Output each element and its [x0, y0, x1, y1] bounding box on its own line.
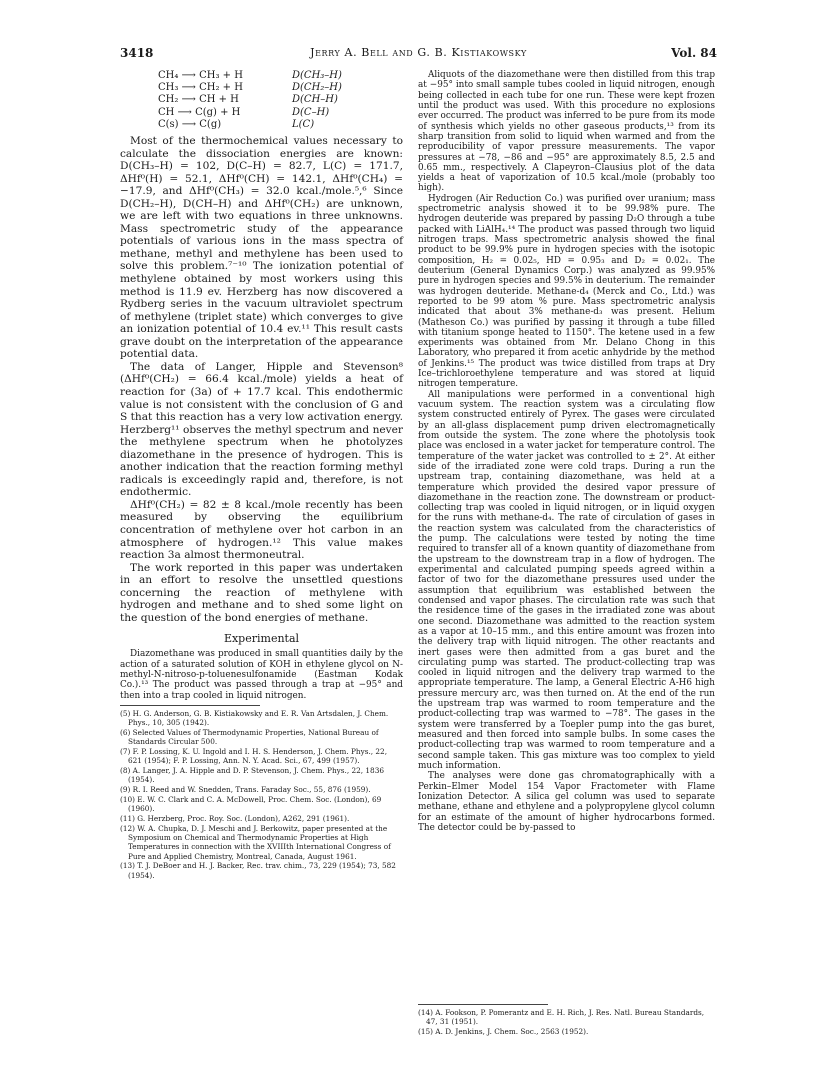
reaction-symbol: L(C)	[292, 118, 315, 130]
reaction-equation: CH₄ ⟶ CH₃ + H	[158, 70, 243, 81]
page-header	[120, 46, 717, 62]
paragraph: All manipulations were performed in a conventional high vacuum system. The reaction system was a circulating flow system constructed entirely of Pyrex. The gases were circulated by an all-glass displacement pump driven electromagnetically from outside the system. The zone where the photolysis took place was enclosed in a water jacket for temperature control. The temperature of the water jacket was controlled to ± 2°. At either side of the irradiated zone were cold traps. During a run the upstream trap, containing diazomethane, was held at a temperature which provided the desired vapor pressure of diazomethane in the reaction zone. The downstream or product-collecting trap was cooled in liquid nitrogen, or in liquid oxygen for the runs with methane-d₄. The rate of circulation of gases in the reaction system was calculated from the characteristics of the pump. The calculations were tested by noting the time required to transfer all of a known quantity of diazomethane from the upstream to the downstream trap in a flow of hydrogen. The experimental and calculated pumping speeds agreed within a factor of two for the diazomethane pressures used under the assumption that equilibrium was established between the condensed and vapor phases. The circulation rate was such that the residence time of the gases in the irradiated zone was about one second. Diazomethane was admitted to the reaction system as a vapor at 10–15 mm., and this entire amount was frozen into the delivery trap with liquid nitrogen. The other reactants and inert gases were then admitted from a gas buret and the circulating pump was started. The product-collecting trap was cooled in liquid nitrogen and the delivery trap warmed to the appropriate temperature. The lamp, a General Electric A-H6 high pressure mercury arc, was then turned on. At the end of the run the upstream trap was warmed to room temperature and the product-collecting trap was warmed to −78°. The gases in the system were transferred by a Toepler pump into the gas buret, measured and then forced into sample bulbs. In some cases the product-collecting trap was warmed to room temperature and a second sample taken. This gas mixture was too complex to yield much information.	[418, 389, 715, 771]
reaction-equation: CH ⟶ C(g) + H	[158, 106, 241, 118]
paragraph: Hydrogen (Air Reduction Co.) was purified over uranium; mass spectrometric analysis showed it to be 99.98% pure. The hydrogen deuteride was prepared by passing D₂O through a tube packed with LiAlH₄.¹⁴ The product was passed through two liquid nitrogen traps. Mass spectrometric analysis showed the final product to be 99.9% pure in hydrogen species with the isotopic composition, H₂ = 0.02₅, HD = 0.95₃ and D₂ = 0.02₁. The deuterium (General Dynamics Corp.) was analyzed as 99.95% pure in hydrogen species and 99.5% in deuterium. The remainder was hydrogen deuteride. Methane-d₄ (Merck and Co., Ltd.) was reported to be 99 atom % pure. Mass spectrometric analysis indicated that about 3% methane-d₃ was present. Helium (Matheson Co.) was purified by passing it through a tube filled with titanium sponge heated to 1150°. The ketene used in a few experiments was obtained from Mr. Delano Chong in this Laboratory, who prepared it from acetic anhydride by the method of Jenkins.¹⁵ The product was twice distilled from traps at Dry Ice–trichloroethylene temperature and was stored at liquid nitrogen temperature.	[418, 193, 715, 390]
paragraph: The data of Langer, Hipple and Stevenson⁸ (ΔHf⁰(CH₂) = 66.4 kcal./mole) yields a heat of reaction for (3a) of + 17.7 kcal. This endothermic value is not consistent with the conclusion of G and S that this reaction has a very low activation energy. Herzberg¹¹ observes the methyl spectrum and never the methylene spectrum when he photolyzes diazomethane in the presence of hydrogen. This is another indication that the reaction forming methyl radicals is exceedingly rapid and, therefore, is not endothermic.	[120, 360, 403, 499]
page-number: 3418	[120, 46, 154, 60]
reaction-row	[158, 94, 403, 106]
footnote-rule	[120, 705, 260, 706]
reaction-equation: CH₃ ⟶ CH₂ + H	[158, 82, 243, 94]
reaction-equation: CH₂ ⟶ CH + H	[158, 94, 239, 106]
footnotes-right	[418, 1008, 715, 1036]
footnotes-left	[120, 709, 403, 880]
footnote: (6) Selected Values of Thermodynamic Properties, National Bureau of Standards Circular 500.	[120, 727, 379, 747]
footnote: (10) E. W. C. Clark and C. A. McDowell, Proc. Chem. Soc. (London), 69 (1960).	[120, 794, 382, 814]
paragraph: Aliquots of the diazomethane were then distilled from this trap at −95° into small sample tubes cooled in liquid nitrogen, enough being collected in each tube for one run. These were kept frozen until the product was used. With this procedure no explosions ever occurred. The product was inferred to be pure from its mode of synthesis which yields no other gaseous products,¹³ from its sharp transition from solid to liquid when warmed and from the reproducibility of vapor pressure measurements. The vapor pressures at −78, −86 and −95° are approximately 8.5, 2.5 and 0.65 mm., respectively. A Clapeyron–Clausius plot of the data yields a heat of vaporization of 10.5 kcal./mole (probably too high).	[418, 70, 715, 194]
paragraph: The analyses were done gas chromatographically with a Perkin–Elmer Model 154 Vapor Fractometer with Flame Ionization Detector. A silica gel column was used to separate methane, ethane and ethylene and a polypropylene glycol column for an estimate of the amount of higher hydrocarbons formed. The detector could be by-passed to	[418, 771, 715, 833]
reaction-row	[158, 107, 403, 119]
footnote: (13) T. J. DeBoer and H. J. Backer, Rec. trav. chim., 73, 229 (1954); 73, 582 (1954).	[120, 861, 396, 880]
reaction-equation: C(s) ⟶ C(g)	[158, 118, 222, 130]
left-body-text	[120, 135, 403, 624]
right-body-text	[418, 70, 715, 833]
paragraph: Most of the thermochemical values necessary to calculate the dissociation energies are known: D(CH₃–H) = 102, D(C–H) = 82.7, L(C) = 171.7, ΔHf⁰(H) = 52.1, ΔHf⁰(CH) = 142.1, ΔHf⁰(CH₄) = −17.9, and ΔHf⁰(CH₃) = 32.0 kcal./mole.⁵,⁶ Since D(CH₂–H), D(CH–H) and ΔHf⁰(CH₂) are unknown, we are left with two equations in three unknowns. Mass spectrometric study of the appearance potentials of various ions in the mass spectra of methane, methyl and methylene has been used to solve this problem.⁷⁻¹⁰ The ionization potential of methylene obtained by most workers using this method is 11.9 ev. Herzberg has now discovered a Rydberg series in the vacuum ultraviolet spectrum of methylene (triplet state) which converges to give an ionization potential of 10.4 ev.¹¹ This result casts grave doubt on the interpretation of the appearance potential data.	[120, 135, 403, 361]
paragraph: The work reported in this paper was undertaken in an effort to resolve the unsettled questions concerning the reaction of methylene with hydrogen and methane and to shed some light on the question of the bond energies of methane.	[120, 561, 403, 624]
volume-label: Vol. 84	[671, 46, 717, 60]
reaction-row	[158, 119, 403, 131]
right-column	[418, 70, 715, 833]
reaction-list	[158, 70, 403, 131]
footnote: (14) A. Fookson, P. Pomerantz and E. H. Rich, J. Res. Natl. Bureau Standards, 47, 31 (1951).	[418, 1008, 705, 1027]
footnote-rule	[418, 1004, 548, 1005]
footnote: (9) R. I. Reed and W. Snedden, Trans. Faraday Soc., 55, 876 (1959).	[120, 785, 371, 795]
reaction-symbol: D(CH₃–H)	[292, 70, 342, 81]
footnote: (15) A. D. Jenkins, J. Chem. Soc., 2563 (1952).	[418, 1027, 589, 1037]
footnote: (12) W. A. Chupka, D. J. Meschi and J. Berkowitz, paper presented at the Symposium on Chemical and Thermodynamic Properties at High Temperatures in connection with the XVIIIth International Congress of Pure and Applied Chemistry, Montreal, Canada, August 1961.	[120, 823, 391, 861]
running-head-authors: Jerry A. Bell and G. B. Kistiakowsky	[310, 46, 527, 59]
footnote: (5) H. G. Anderson, G. B. Kistiakowsky and E. R. Van Artsdalen, J. Chem. Phys., 10, 305 (1942).	[120, 708, 389, 728]
footnotes-right-block	[418, 1000, 715, 1037]
footnote: (8) A. Langer, J. A. Hipple and D. P. Stevenson, J. Chem. Phys., 22, 1836 (1954).	[120, 766, 384, 785]
reaction-symbol: D(CH–H)	[292, 94, 338, 106]
reaction-row	[158, 82, 403, 94]
footnote: (7) F. P. Lossing, K. U. Ingold and I. H. S. Henderson, J. Chem. Phys., 22, 621 (1954); F. P. Lossing, Ann. N. Y. Acad. Sci., 67, 499 (1957).	[120, 746, 388, 766]
experimental-text	[120, 649, 403, 700]
reaction-symbol: D(C–H)	[292, 106, 330, 118]
paragraph: Diazomethane was produced in small quantities daily by the action of a saturated solution of KOH in ethylene glycol on N-methyl-N-nitroso-p-toluenesulfonamide (Eastman Kodak Co.).¹³ The product was passed through a trap at −95° and then into a trap cooled in liquid nitrogen.	[120, 649, 403, 701]
left-column	[120, 70, 403, 881]
paragraph: ΔHf⁰(CH₂) = 82 ± 8 kcal./mole recently has been measured by observing the equilibrium concentration of methylene over hot carbon in an atmosphere of hydrogen.¹² This value makes reaction 3a almost thermoneutral.	[120, 498, 403, 562]
section-heading: Experimental	[223, 632, 300, 646]
reaction-symbol: D(CH₂–H)	[292, 82, 342, 94]
footnote: (11) G. Herzberg, Proc. Roy. Soc. (London), A262, 291 (1961).	[120, 813, 350, 823]
reaction-row	[158, 70, 403, 82]
